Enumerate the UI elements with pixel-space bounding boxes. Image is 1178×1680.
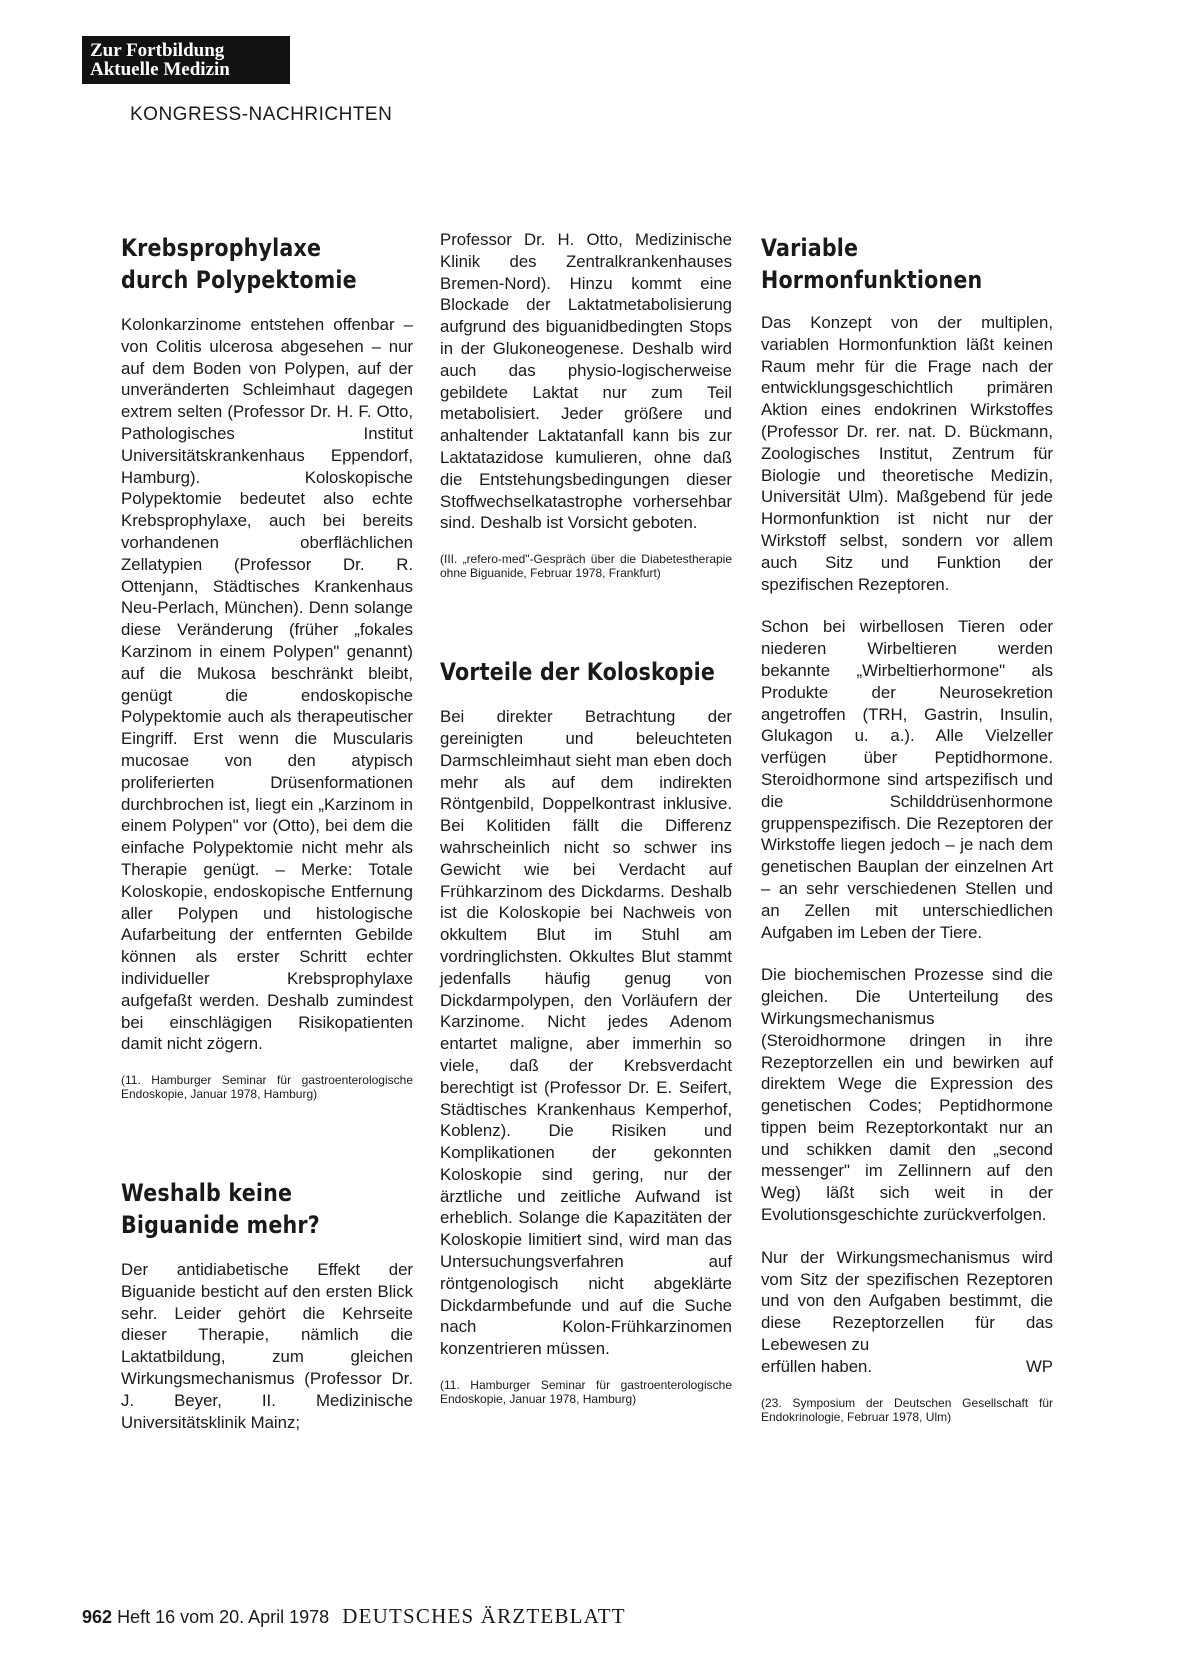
article-4-author: WP bbox=[1025, 1356, 1053, 1376]
article-4-closing-line bbox=[761, 1356, 1053, 1378]
article-2-body-part-1: Der antidiabetische Effekt der Biguanide besticht auf den ersten Blick sehr. Leider gehört die Kehrseite dieser Therapie, nämlich die Laktatbildung, zum gleichen Wirkungsmechanismus (Professor Dr. J. Beyer, II. Medizinische Universitätsklinik Mainz; bbox=[121, 1260, 413, 1432]
article-2-body-part-2: Professor Dr. H. Otto, Medizinische Klinik des Zentralkrankenhauses Bremen-Nord). Hinzu kommt eine Blockade der Laktatmetabolisierung aufgrund des biguanidbedingten Stops in der Glukoneogenese. Deshalb wird auch das physio-logischerweise gebildete Laktat nur zum Teil metabolisiert. Jeder größere und anhaltender Laktatanfall kann bis zur Laktatazidose kumulieren, ohne daß die Entstehungsbedingungen dieser Stoffwechselkatastrophe vorhersehbar sind. Deshalb ist Vorsicht geboten. bbox=[440, 230, 732, 533]
section-label: KONGRESS-NACHRICHTEN bbox=[130, 104, 393, 125]
article-4-paragraph-3: Die biochemischen Prozesse sind die gleichen. Die Unterteilung des Wirkungsmechanismus (Steroidhormone dringen in ihre Rezeptorzellen ein und bewirken auf direktem Wege die Expression des genetischen Codes; Peptidhormone tippen beim Rezeptorkontakt nur an und schikken damit den „second messenger" im Zellinnern auf den Weg) läßt sich weit in der Evolutionsgeschichte zurückverfolgen. bbox=[761, 965, 1053, 1225]
article-4-source: (23. Symposium der Deutschen Gesellschaft für Endokrinologie, Februar 1978, Ulm) bbox=[761, 1395, 1053, 1424]
article-2-source: (III. „refero-med"-Gespräch über die Diabetestherapie ohne Biguanide, Februar 1978, Frankfurt) bbox=[440, 552, 732, 581]
article-4-closing-text: erfüllen haben. bbox=[761, 1356, 873, 1376]
article-4-paragraph-2: Schon bei wirbellosen Tieren oder niederen Wirbeltieren werden bekannte „Wirbeltierhormone" als Produkte der Neurosekretion angetroffen (TRH, Gastrin, Insulin, Glukagon u. a.). Alle Vielzeller verfügen über Peptidhormone. Steroidhormone sind artspezifisch und die Schilddrüsenhormone gruppenspezifisch. Die Rezeptoren der Wirkstoffe liegen jedoch – je nach dem genetischen Bauplan der einzelnen Art – an sehr verschiedenen Stellen und an Zellen mit unterschiedlichen Aufgaben im Leben der Tiere. bbox=[761, 617, 1053, 942]
issue-info: Heft 16 vom 20. April 1978 bbox=[117, 1607, 330, 1627]
section-tag bbox=[82, 36, 290, 84]
article-4-paragraph-1: Das Konzept von der multiplen, variablen Hormonfunktion läßt keinen Raum mehr für die Frage nach der entwicklungsgeschichtlich primären Aktion eines endokrinen Wirkstoffes (Professor Dr. rer. nat. D. Bückmann, Zoologisches Institut, Zentrum für Biologie und theoretische Medizin, Universität Ulm). Maßgebend für jede Hormonfunktion ist nicht nur der Wirkstoff selbst, sondern vor allem auch Sitz und Funktion der spezifischen Rezeptoren. bbox=[761, 313, 1053, 594]
article-1-source: (11. Hamburger Seminar für gastroenterologische Endoskopie, Januar 1978, Hamburg) bbox=[121, 1073, 413, 1102]
article-2-title: Weshalb keine Biguanide mehr? bbox=[121, 1179, 320, 1240]
article-3-source: (11. Hamburger Seminar für gastroenterologische Endoskopie, Januar 1978, Hamburg) bbox=[440, 1378, 732, 1407]
column-2 bbox=[440, 229, 732, 1406]
page-number: 962 bbox=[82, 1607, 113, 1627]
article-1-body: Kolonkarzinome entstehen offenbar – von Colitis ulcerosa abgesehen – nur auf dem Boden von Polypen, auf der unveränderten Schleimhaut dagegen extrem selten (Professor Dr. H. F. Otto, Pathologisches Institut Universitätskrankenhaus Eppendorf, Hamburg). Koloskopische Polypektomie bedeutet also echte Krebsprophylaxe, auch bei bereits vorhandenen oberflächlichen Zellatypien (Professor Dr. R. Ottenjann, Städtisches Krankenhaus Neu-Perlach, München). Denn solange diese Veränderung (früher „fokales Karzinom in einem Polypen" genannt) auf die Mukosa beschränkt bleibt, genügt die endoskopische Polypektomie auch als therapeutischer Eingriff. Erst wenn die Muscularis mucosae von den atypisch proliferierten Drüsenformationen durchbrochen ist, liegt ein „Karzinom in einem Polypen" vor (Otto), bei dem die einfache Polypektomie nicht mehr als Therapie genügt. – Merke: Totale Koloskopie, endoskopische Entfernung aller Polypen und histologische Aufarbeitung der entfernten Gebilde können als erster Schritt echter individueller Krebsprophylaxe aufgefaßt werden. Deshalb zumindest bei einschlägigen Risikopatienten damit nicht zögern. bbox=[121, 315, 413, 1054]
column-3 bbox=[761, 232, 1053, 1424]
article-3-title: Vorteile der Koloskopie bbox=[440, 658, 716, 687]
article-4-title: Variable Hormonfunktionen bbox=[761, 234, 983, 294]
tag-line-2: Aktuelle Medizin bbox=[90, 59, 230, 80]
article-4-paragraph-4: Nur der Wirkungsmechanismus wird vom Sitz der spezifischen Rezeptoren und von den Aufgaben bestimmt, die diese Rezeptorzellen für das Lebewesen zu bbox=[761, 1247, 1053, 1355]
article-3-body: Bei direkter Betrachtung der gereinigten und beleuchteten Darmschleimhaut sieht man eben doch mehr als auf dem indirekten Röntgenbild, Doppelkontrast inklusive. Bei Kolitiden fällt die Differenz wahrscheinlich nicht so schwer ins Gewicht wie bei Verdacht auf Frühkarzinom des Dickdarms. Deshalb ist die Koloskopie bei Nachweis von okkultem Blut im Stuhl am vordringlichsten. Okkultes Blut stammt jedenfalls häufig genug von Dickdarmpolypen, den Vorläufern der Karzinome. Nicht jedes Adenom entartet maligne, aber immerhin so viele, daß der Krebsverdacht berechtigt ist (Professor Dr. E. Seifert, Städtisches Krankenhaus Kemperhof, Koblenz). Die Risiken und Komplikationen der gekonnten Koloskopie sind gering, nur der ärztliche und zeitliche Aufwand ist erheblich. Solange die Kapazitäten der Koloskopie limitiert sind, wird man das Untersuchungsverfahren auf röntgenologisch nicht abgeklärte Dickdarmbefunde und auf die Suche nach Kolon-Frühkarzinomen konzentrieren müssen. bbox=[440, 707, 732, 1359]
tag-line-1: Zur Fortbildung bbox=[90, 40, 225, 61]
article-1-title: Krebsprophylaxe durch Polypektomie bbox=[121, 234, 357, 294]
page-footer bbox=[82, 1604, 626, 1629]
magazine-name: DEUTSCHES ÄRZTEBLATT bbox=[342, 1604, 626, 1628]
column-1 bbox=[121, 232, 413, 1433]
